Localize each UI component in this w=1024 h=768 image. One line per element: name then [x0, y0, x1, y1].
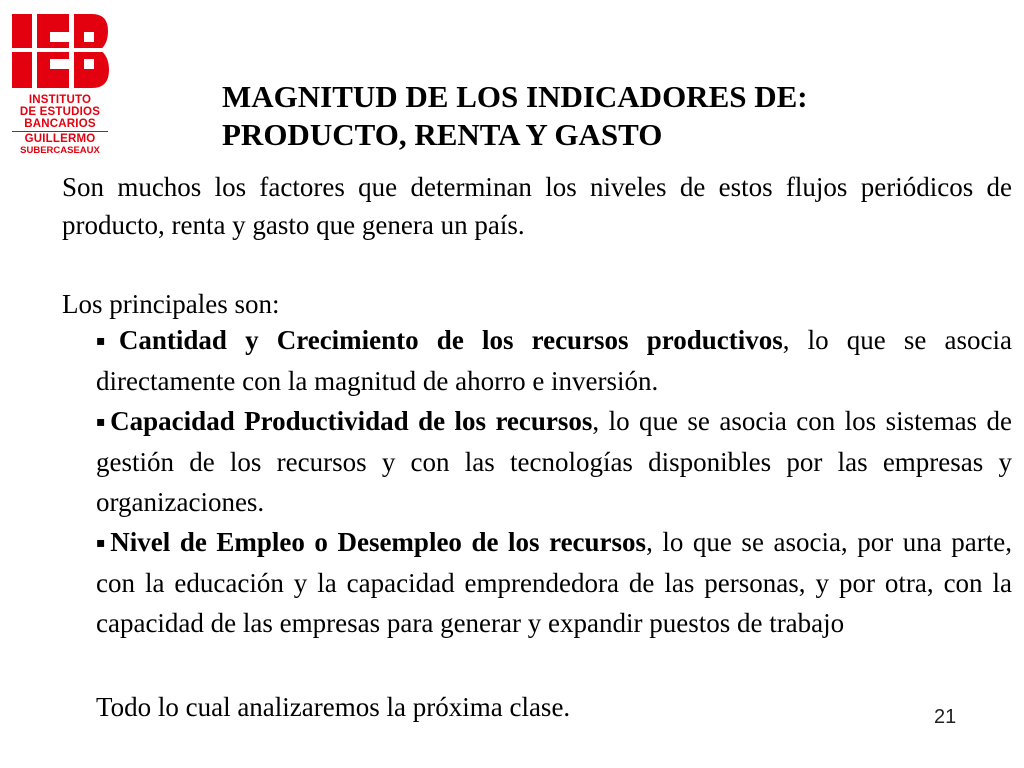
intro-paragraph: Son muchos los factores que determinan los niveles de estos flujos periódicos de producto, renta y gasto que genera un país.	[62, 172, 1012, 240]
square-bullet-icon: ▪	[96, 333, 117, 349]
slide-title	[222, 78, 982, 154]
logo-divider	[12, 131, 108, 132]
list-item-text: , lo que se asocia, por una parte, con la educación y la capacidad emprendedora de las personas, y por otra, con la capacidad de las empresas para generar y expandir puestos de trabajo	[96, 527, 1012, 638]
slide-title-line-2: PRODUCTO, RENTA Y GASTO	[222, 117, 663, 152]
institute-logo	[10, 12, 110, 162]
page-number: 21	[934, 706, 957, 728]
logo-text	[10, 94, 110, 157]
list-item	[96, 320, 1012, 401]
list-item-text: , lo que se asocia directamente con la magnitud de ahorro e inversión.	[96, 325, 1012, 396]
ieb-logo-icon	[10, 12, 110, 90]
list-item-heading: Capacidad Productividad de los recursos	[110, 406, 593, 436]
logo-line: GUILLERMO	[24, 133, 96, 145]
logo-line: DE ESTUDIOS	[19, 106, 101, 118]
list-item	[96, 401, 1012, 522]
slide-title-line-1: MAGNITUD DE LOS INDICADORES DE:	[222, 79, 808, 114]
closing-text: Todo lo cual analizaremos la próxima clase.	[96, 692, 571, 722]
logo-line: INSTITUTO	[28, 94, 92, 106]
list-item-heading: Cantidad y Crecimiento de los recursos productivos	[118, 325, 783, 355]
list-item	[96, 522, 1012, 643]
square-bullet-icon: ▪	[96, 535, 109, 551]
list-item-heading: Nivel de Empleo o Desempleo de los recursos	[110, 527, 647, 557]
logo-line: BANCARIOS	[24, 118, 96, 130]
logo-line: SUBERCASEAUX	[20, 145, 100, 156]
bullet-list	[96, 320, 1012, 643]
square-bullet-icon: ▪	[96, 414, 109, 430]
lead-text: Los principales son:	[62, 289, 280, 319]
list-item-text: , lo que se asocia con los sistemas de gestión de los recursos y con las tecnologías disponibles por las empresas y organizaciones.	[96, 406, 1012, 517]
